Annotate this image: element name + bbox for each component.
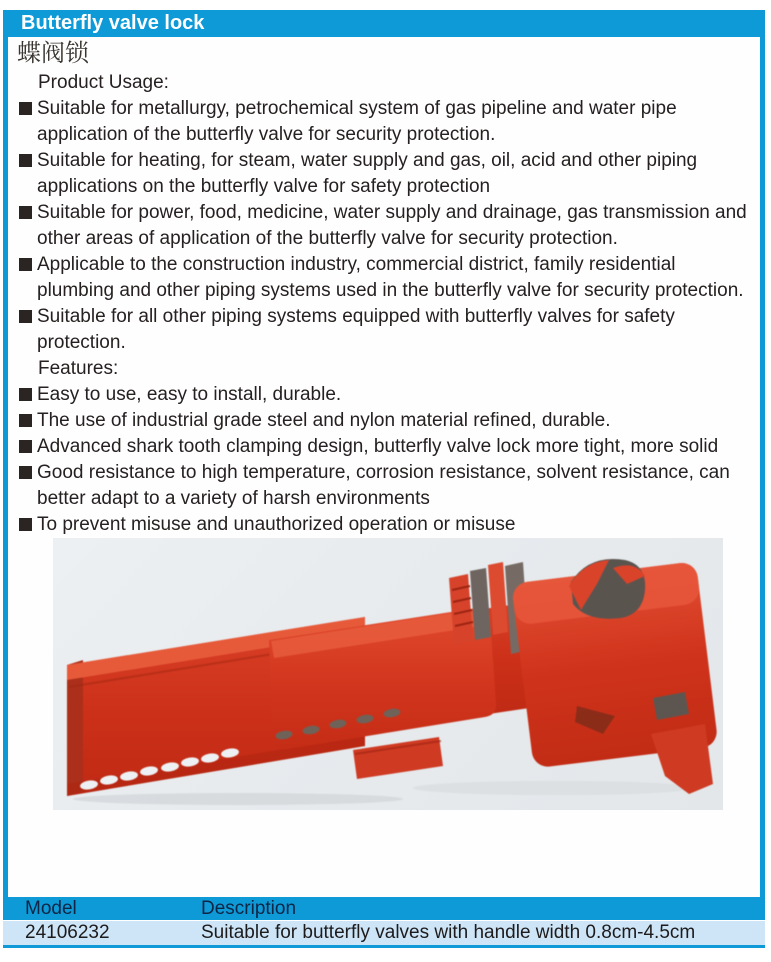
spec-table-header-row [3, 897, 765, 921]
feature-item: Good resistance to high temperature, corrosion resistance, solvent resistance, can better adapt to a variety of harsh environments [8, 460, 750, 512]
description-value: Suitable for butterfly valves with handle width 0.8cm-4.5cm [193, 921, 765, 947]
spec-table [3, 897, 765, 948]
content-area [8, 37, 760, 897]
bullet-square-icon [19, 518, 32, 531]
bullet-square-icon [19, 466, 32, 479]
usage-heading: Product Usage: [38, 72, 169, 93]
bullet-square-icon [19, 154, 32, 167]
feature-item: To prevent misuse and unauthorized operation or misuse [8, 512, 750, 538]
usage-item: Suitable for power, food, medicine, water supply and drainage, gas transmission and other areas of application of the butterfly valve for security protection. [8, 200, 750, 252]
feature-item: The use of industrial grade steel and nylon material refined, durable. [8, 408, 750, 434]
content-frame [3, 37, 765, 947]
bullet-square-icon [19, 440, 32, 453]
product-photo [53, 538, 723, 810]
model-value: 24106232 [3, 921, 193, 947]
model-column-header: Model [3, 897, 193, 921]
feature-item: Advanced shark tooth clamping design, butterfly valve lock more tight, more solid [8, 434, 750, 460]
bullet-square-icon [19, 388, 32, 401]
feature-item: Easy to use, easy to install, durable. [8, 382, 750, 408]
text-block [8, 70, 760, 538]
page-title: Butterfly valve lock [21, 12, 205, 34]
usage-item: Suitable for metallurgy, petrochemical system of gas pipeline and water pipe application of the butterfly valve for security protection. [8, 96, 750, 148]
usage-item: Suitable for heating, for steam, water supply and gas, oil, acid and other piping applications on the butterfly valve for safety protection [8, 148, 750, 200]
valve-lock-illustration [53, 538, 723, 810]
features-heading: Features: [38, 358, 119, 379]
bullet-square-icon [19, 258, 32, 271]
description-column-header: Description [193, 897, 765, 921]
title-bar [3, 10, 765, 37]
bullet-square-icon [19, 310, 32, 323]
bullet-square-icon [19, 206, 32, 219]
bullet-square-icon [19, 414, 32, 427]
usage-item: Applicable to the construction industry, commercial district, family residential plumbing and other piping systems used in the butterfly valve for security protection. [8, 252, 750, 304]
bullet-square-icon [19, 102, 32, 115]
usage-item: Suitable for all other piping systems equipped with butterfly valves for safety protection. [8, 304, 750, 356]
chinese-subtitle: 蝶阀锁 [17, 40, 89, 67]
spec-table-row [3, 921, 765, 947]
